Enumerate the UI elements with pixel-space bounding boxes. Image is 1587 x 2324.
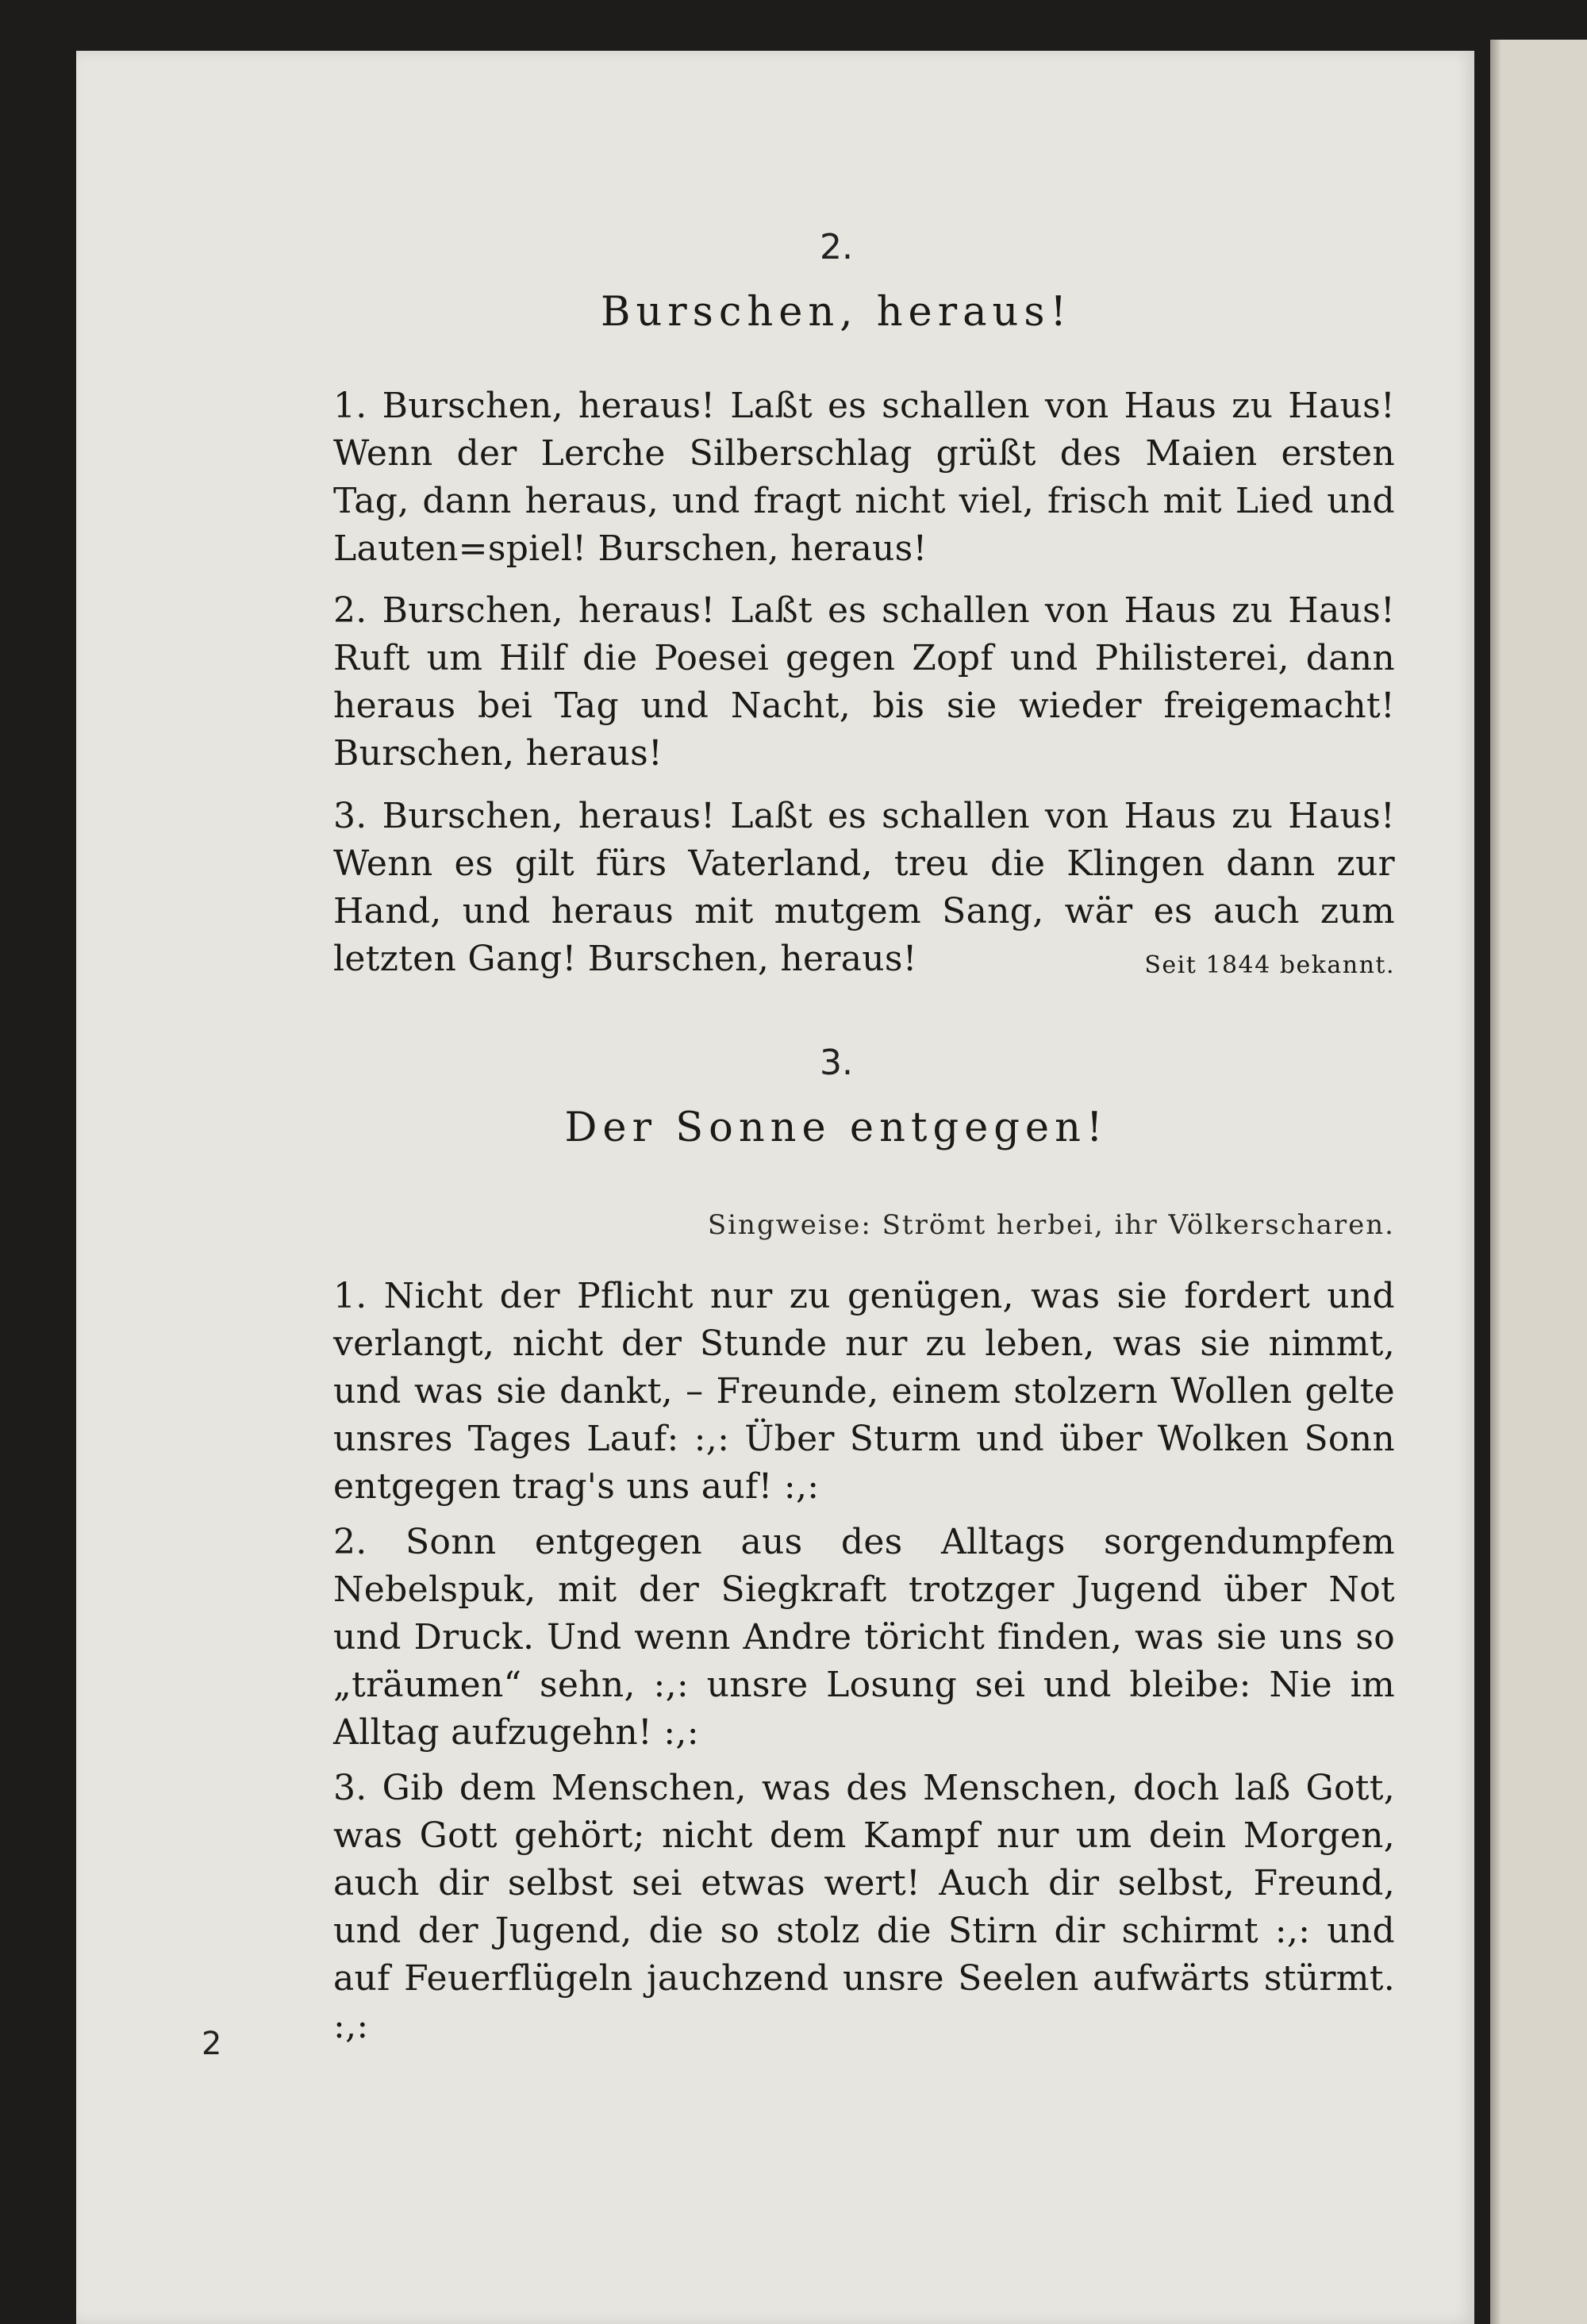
stanza-text: 3. Burschen, heraus! Laßt es schallen von Haus zu Haus! Wenn es gilt fürs Vaterland, treu die Klingen dann zur Hand, und heraus mit mutgem Sang, wär es auch zum letzten Gang! Burschen, heraus!: [333, 796, 1395, 979]
page-gutter: [1490, 40, 1501, 2324]
stanza-text: 2. Burschen, heraus! Laßt es schallen von Haus zu Haus! Ruft um Hilf die Poesei gegen Zopf und Philisterei, dann heraus bei Tag und Nacht, bis sie wieder freigemacht! Burschen, heraus!: [333, 590, 1395, 774]
facing-page-edge: [1490, 40, 1587, 2324]
song-title: Der Sonne entgegen!: [564, 1104, 1109, 1151]
page-number: 2: [202, 2026, 222, 2062]
stanza: [278, 793, 1395, 989]
song-title: Burschen, heraus!: [600, 289, 1073, 336]
song-number: 3.: [820, 1043, 853, 1083]
tune-note: Singweise: Strömt herbei, ihr Völkerscharen.: [707, 1209, 1395, 1241]
stanza: [278, 1273, 1395, 1511]
stanza-text: 3. Gib dem Menschen, was des Menschen, doch laß Gott, was Gott gehört; nicht dem Kampf nur um dein Morgen, auch dir selbst sei etwas wert! Auch dir selbst, Freund, und der Jugend, die so stolz die Stirn dir schirmt :,: und auf Feuerflügeln jauchzend unsre Seelen aufwärts stürmt. :,:: [333, 1768, 1395, 2046]
stanza: [278, 382, 1395, 573]
stanza-text: 1. Nicht der Pflicht nur zu genügen, was sie fordert und verlangt, nicht der Stunde nur zu leben, was sie nimmt, und was sie dankt, – Freunde, einem stolzern Wollen gelte unsres Tages Lauf: :,: Über Sturm und über Wolken Sonn entgegen trag's uns auf! :,:: [333, 1276, 1395, 1507]
song-number: 2.: [820, 227, 853, 267]
song-source-note: Seit 1844 bekannt.: [1144, 951, 1395, 979]
stanza-text: 1. Burschen, heraus! Laßt es schallen von Haus zu Haus! Wenn der Lerche Silberschlag grüßt des Maien ersten Tag, dann heraus, und fragt nicht viel, frisch mit Lied und Lauten=spiel! Burschen, heraus!: [333, 386, 1395, 569]
stanza: [278, 587, 1395, 778]
stanza: [278, 1519, 1395, 1757]
stanza: [278, 1765, 1395, 2050]
book-page: [76, 51, 1474, 2324]
stanza-text: 2. Sonn entgegen aus des Alltags sorgendumpfem Nebelspuk, mit der Siegkraft trotzger Jugend über Not und Druck. Und wenn Andre töricht finden, was sie uns so „träumen“ sehn, :,: unsre Losung sei und bleibe: Nie im Alltag aufzugehn! :,:: [333, 1522, 1395, 1753]
